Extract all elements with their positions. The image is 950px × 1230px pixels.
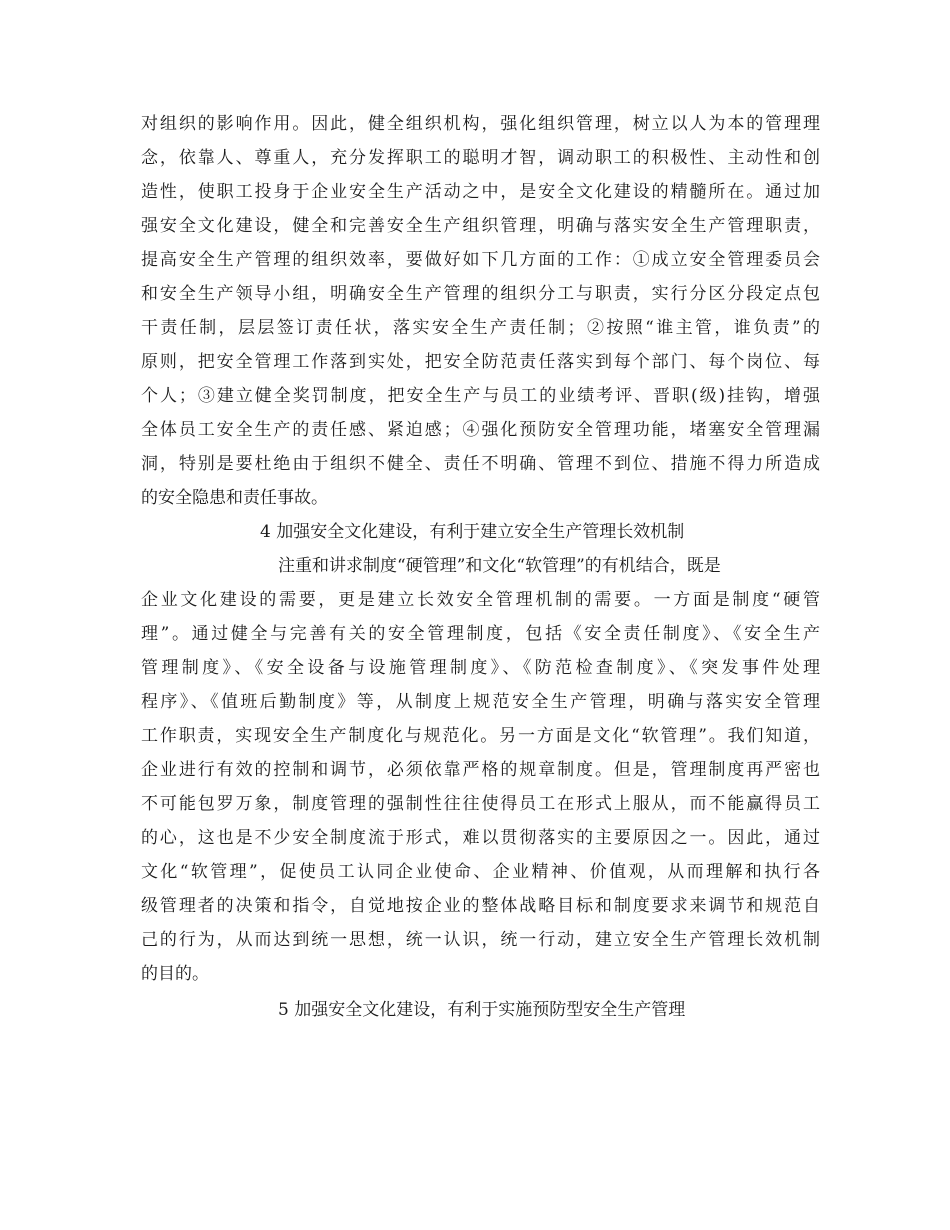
paragraph-line: 原则，把安全管理工作落到实处，把安全防范责任落实到每个部门、每个岗位、每 [141, 352, 820, 372]
paragraph-line: 程序》、《值班后勤制度》等，从制度上规范安全生产管理，明确与落实安全管理 [141, 692, 820, 712]
paragraph-line: 造性，使职工投身于企业安全生产活动之中，是安全文化建设的精髓所在。通过加 [141, 182, 820, 202]
paragraph-line: 不可能包罗万象，制度管理的强制性往往使得员工在形式上服从，而不能赢得员工 [141, 794, 820, 814]
paragraph-line: 工作职责，实现安全生产制度化与规范化。另一方面是文化“软管理”。我们知道， [141, 726, 820, 746]
paragraph-line: 理”。通过健全与完善有关的安全管理制度，包括《安全责任制度》、《安全生产 [141, 624, 820, 644]
paragraph-line: 企业进行有效的控制和调节，必须依靠严格的规章制度。但是，管理制度再严密也 [141, 760, 820, 780]
paragraph-line: 和安全生产领导小组，明确安全生产管理的组织分工与职责，实行分区分段定点包 [141, 284, 820, 304]
paragraph-line: 的心，这也是不少安全制度流于形式，难以贯彻落实的主要原因之一。因此，通过 [141, 828, 820, 848]
section-heading-5: 5 加强安全文化建设，有利于实施预防型安全生产管理 [278, 1000, 686, 1020]
paragraph-line: 强安全文化建设，健全和完善安全生产组织管理，明确与落实安全生产管理职责， [141, 216, 820, 236]
paragraph-line: 文化“软管理”，促使员工认同企业使命、企业精神、价值观，从而理解和执行各 [141, 862, 820, 882]
paragraph-line: 的目的。 [141, 964, 209, 984]
paragraph-line: 级管理者的决策和指令，自觉地按企业的整体战略目标和制度要求来调节和规范自 [141, 896, 820, 916]
paragraph-line: 全体员工安全生产的责任感、紧迫感；④强化预防安全管理功能，堵塞安全管理漏 [141, 420, 820, 440]
paragraph-line: 念，依靠人、尊重人，充分发挥职工的聪明才智，调动职工的积极性、主动性和创 [141, 148, 820, 168]
paragraph-first-line: 注重和讲求制度“硬管理”和文化“软管理”的有机结合，既是 [278, 556, 721, 576]
paragraph-line: 的安全隐患和责任事故。 [141, 488, 328, 508]
paragraph-line: 干责任制，层层签订责任状，落实安全生产责任制；②按照“谁主管，谁负责”的 [141, 318, 820, 338]
paragraph-line: 管理制度》、《安全设备与设施管理制度》、《防范检查制度》、《突发事件处理 [141, 658, 820, 678]
paragraph-line: 己的行为，从而达到统一思想，统一认识，统一行动，建立安全生产管理长效机制 [141, 930, 820, 950]
paragraph-line: 洞，特别是要杜绝由于组织不健全、责任不明确、管理不到位、措施不得力所造成 [141, 454, 820, 474]
paragraph-line: 提高安全生产管理的组织效率，要做好如下几方面的工作：①成立安全管理委员会 [141, 250, 820, 270]
paragraph-line: 对组织的影响作用。因此，健全组织机构，强化组织管理，树立以人为本的管理理 [141, 114, 820, 134]
section-heading-4: 4 加强安全文化建设，有利于建立安全生产管理长效机制 [260, 522, 685, 542]
paragraph-line: 企业文化建设的需要，更是建立长效安全管理机制的需要。一方面是制度“硬管 [141, 590, 820, 610]
paragraph-line: 个人；③建立健全奖罚制度，把安全生产与员工的业绩考评、晋职(级)挂钩，增强 [141, 386, 820, 406]
